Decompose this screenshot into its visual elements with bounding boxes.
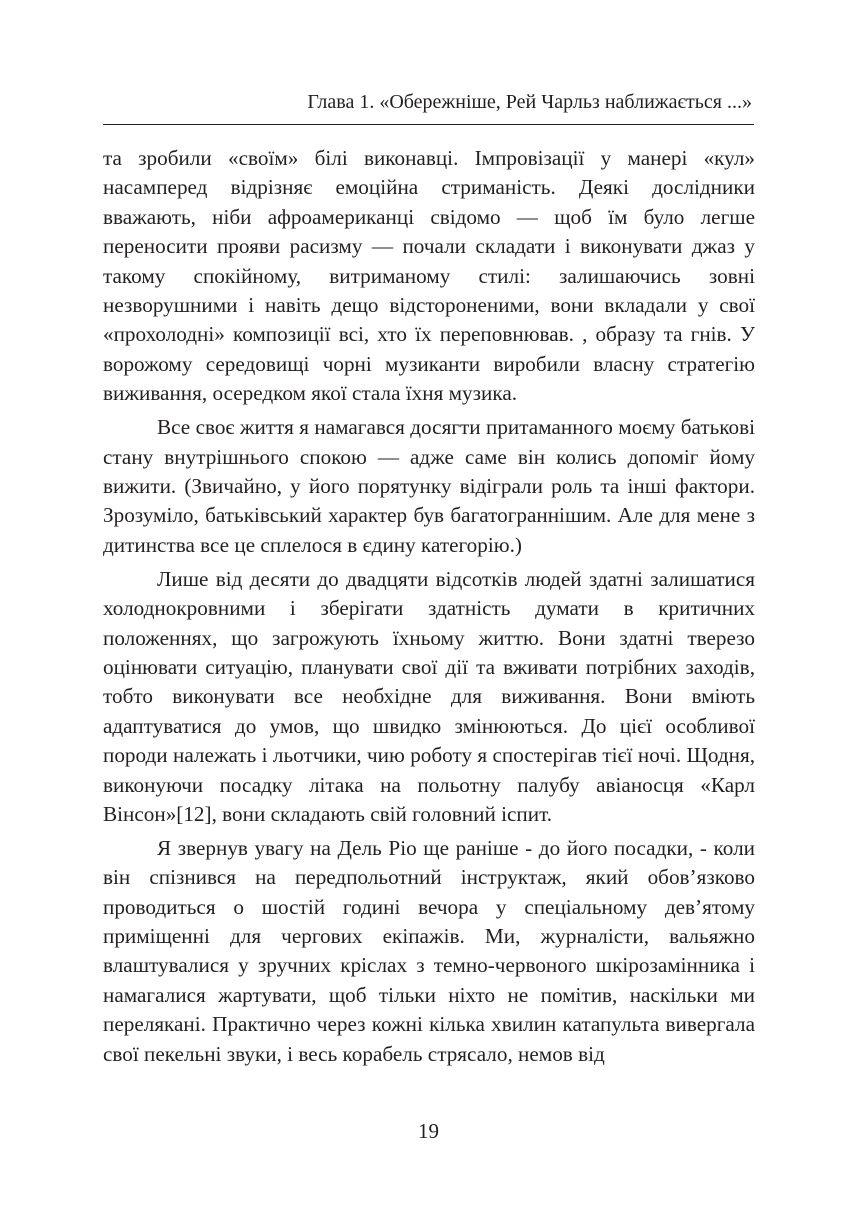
chapter-title: Глава 1. «Обережніше, Рей Чарльз наближається ...» bbox=[307, 91, 752, 113]
paragraph-4: Я звернув увагу на Дель Ріо ще раніше - до його посадки, - коли він спізнився на передпольотний інструктаж, який обов’язково проводиться о шостій годині вечора у спеціальному дев’ятому приміщенні для чергових екіпажів. Ми, журналісти, вальяжно влаштувалися у зручних кріслах з темно-червоного шкірозамінника і намагалися жартувати, щоб тільки ніхто не помітив, наскільки ми перелякані. Практично через кожні кілька хвилин катапульта вивергала свої пекельні звуки, і весь корабель стрясало, немов від bbox=[103, 835, 755, 1066]
body-text bbox=[103, 144, 755, 1074]
running-header bbox=[103, 88, 754, 125]
page-number: 19 bbox=[418, 1119, 439, 1143]
paragraph-3: Лише від десяти до двадцяти відсотків людей здатні залишатися холоднокровними і зберігати здатність думати в критичних положеннях, що загрожують їхньому життю. Вони здатні тверезо оцінювати ситуацію, планувати свої дії та вживати потрібних заходів, тобто виконувати все необхідне для виживання. Вони вміють адаптуватися до умов, що швидко змінюються. До цієї особливої породи належать і льотчики, чию роботу я спостерігав тієї ночі. Щодня, виконуючи посадку літака на польотну палубу авіаносця «Карл Вінсон»[12], вони складають свій головний іспит. bbox=[103, 566, 755, 826]
paragraph-2: Все своє життя я намагався досягти притаманного моєму батькові стану внутрішнього спокою — адже саме він колись допоміг йому вижити. (Звичайно, у його порятунку відіграли роль та інші фактори. Зрозуміло, батьківський характер був багатограннішим. Але для мене з дитинства все це сплелося в єдину категорію.) bbox=[103, 415, 755, 557]
paragraph-1: та зробили «своїм» білі виконавці. Імпровізації у манері «кул» насамперед відрізняє емоційна стриманість. Деякі дослідники вважають, ніби афроамериканці свідомо — щоб їм було легше переносити прояви расизму — почали складати і виконувати джаз у такому спокійному, витриманому стилі: залишаючись зовні незворушними і навіть дещо відстороненими, вони вкладали у свої «прохолодні» композиції всі, хто їх переповнював. , образу та гнів. У ворожому середовищі чорні музиканти виробили власну стратегію виживання, осередком якої стала їхня музика. bbox=[103, 146, 755, 406]
